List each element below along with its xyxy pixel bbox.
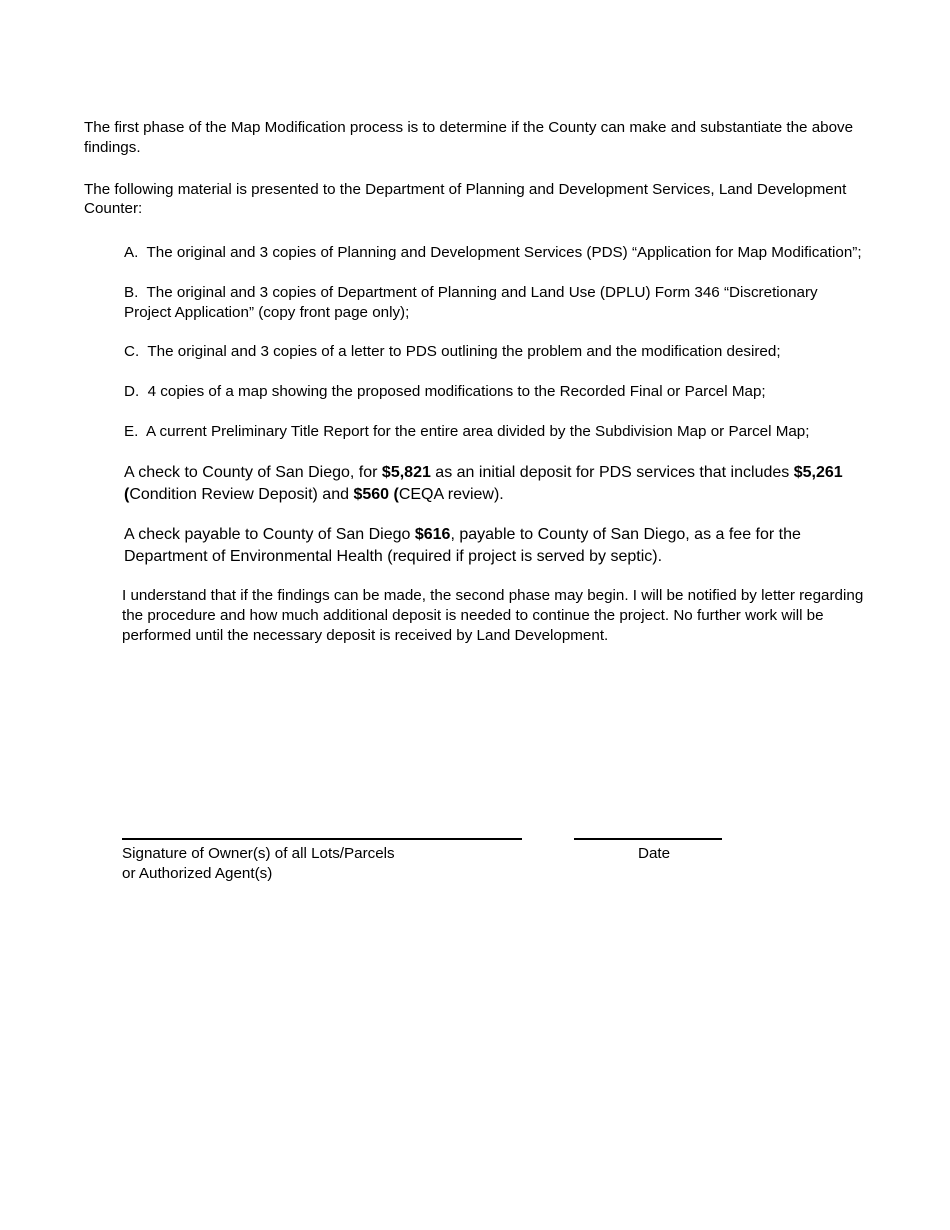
date-line[interactable] <box>574 838 722 840</box>
fee-text-part: A check payable to County of San Diego <box>124 525 415 543</box>
list-item-marker: A. <box>124 244 139 261</box>
fee-paragraph-environmental-health <box>84 524 866 568</box>
list-item-text: The original and 3 copies of a letter to PDS outlining the problem and the modification desired; <box>147 343 781 361</box>
signature-owner-label-line-1: Signature of Owner(s) of all Lots/Parcels <box>122 845 395 862</box>
list-item-text: The original and 3 copies of Department of Planning and Land Use (DPLU) Form 346 “Discretionary Project Application” (copy front page only); <box>124 283 818 321</box>
fee-text-part: Condition Review Deposit) and <box>129 485 354 503</box>
fee-text-part: A check to County of San Diego, for <box>124 463 382 481</box>
fee-text-part: , payable to County of San Diego, as a fee for the Department of Environmental Health (required if project is served by septic). <box>124 525 801 565</box>
list-item <box>84 283 866 323</box>
signature-owner-label-line-2: or Authorized Agent(s) <box>122 865 273 883</box>
list-item-marker: B. <box>124 283 139 301</box>
list-item-text: 4 copies of a map showing the proposed modifications to the Recorded Final or Parcel Map; <box>147 383 766 400</box>
fee-amount-deh: $616 <box>414 525 451 543</box>
intro-paragraph-1: The first phase of the Map Modification process is to determine if the County can make and substantiate the above findings. <box>84 119 854 156</box>
signature-block <box>122 838 822 884</box>
fee-text-part: as an initial deposit for PDS services that includes <box>430 463 794 481</box>
list-item-marker: E. <box>124 422 139 440</box>
signature-line[interactable] <box>122 838 522 840</box>
list-item-marker: D. <box>124 383 140 400</box>
date-label: Date <box>638 845 671 862</box>
list-item <box>84 382 866 402</box>
list-item <box>84 342 866 362</box>
signature-rules <box>122 838 822 840</box>
intro-paragraph-2: The following material is presented to the Department of Planning and Development Services, Land Development Counter: <box>84 180 847 218</box>
fee-paragraph-pds <box>84 462 866 506</box>
signature-labels <box>122 844 822 884</box>
requirements-list <box>84 243 866 442</box>
closing-paragraph: I understand that if the findings can be made, the second phase may begin. I will be notified by letter regarding the procedure and how much additional deposit is needed to continue the project. No further work will be performed until the necessary deposit is received by Land Development. <box>122 586 864 645</box>
list-item-text: A current Preliminary Title Report for the entire area divided by the Subdivision Map or Parcel Map; <box>145 422 810 440</box>
fee-amount-condition-review: $5,261 ( <box>124 463 843 503</box>
list-item <box>84 243 866 263</box>
list-item-marker: C. <box>124 343 140 361</box>
fee-text-part: CEQA review). <box>398 485 504 503</box>
list-item <box>84 422 866 442</box>
fee-amount-total: $5,821 <box>381 463 431 481</box>
list-item-text: The original and 3 copies of Planning and Development Services (PDS) “Application for Map Modification”; <box>146 244 862 261</box>
fee-amount-ceqa: $560 ( <box>353 485 399 503</box>
